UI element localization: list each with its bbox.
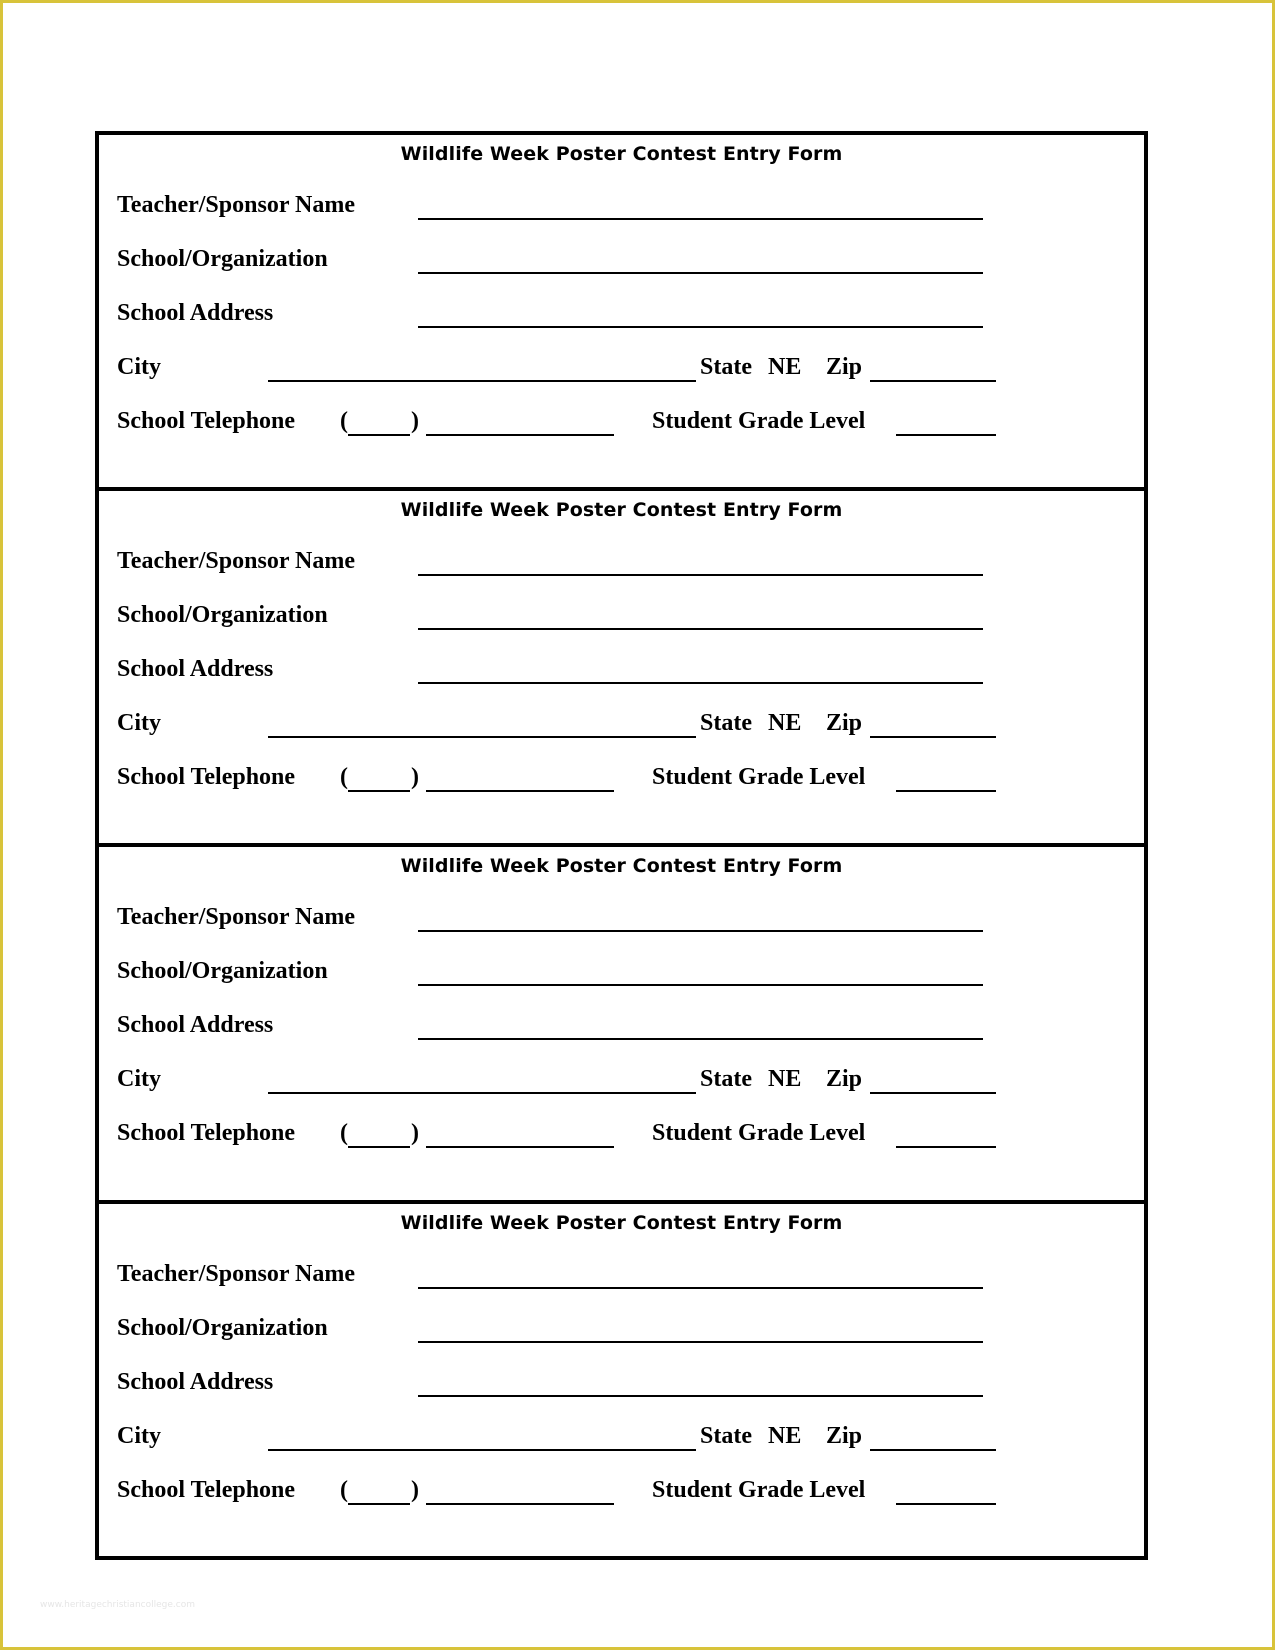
area-code-close-paren: ) xyxy=(411,1120,419,1146)
school-organization-label: School/Organization xyxy=(117,246,328,272)
school-organization-label: School/Organization xyxy=(117,602,328,628)
area-code-field[interactable] xyxy=(348,790,410,792)
city-field[interactable] xyxy=(268,736,696,738)
school-organization-field[interactable] xyxy=(418,272,983,274)
area-code-open-paren: ( xyxy=(340,764,348,790)
school-telephone-label: School Telephone xyxy=(117,408,296,434)
telephone-number-field[interactable] xyxy=(426,1146,614,1148)
area-code-field[interactable] xyxy=(348,434,410,436)
telephone-number-field[interactable] xyxy=(426,434,614,436)
form-title: Wildlife Week Poster Contest Entry Form xyxy=(400,855,843,877)
zip-field[interactable] xyxy=(870,736,996,738)
state-label: State xyxy=(700,710,752,736)
school-organization-field[interactable] xyxy=(418,1341,983,1343)
school-telephone-label: School Telephone xyxy=(117,764,296,790)
student-grade-level-label: Student Grade Level xyxy=(652,1120,866,1146)
school-organization-label: School/Organization xyxy=(117,958,328,984)
zip-field[interactable] xyxy=(870,1092,996,1094)
area-code-field[interactable] xyxy=(348,1146,410,1148)
state-label: State xyxy=(700,354,752,380)
form-title: Wildlife Week Poster Contest Entry Form xyxy=(400,143,843,165)
area-code-open-paren: ( xyxy=(340,1477,348,1503)
school-organization-label: School/Organization xyxy=(117,1315,328,1341)
zip-label: Zip xyxy=(826,1423,863,1449)
school-address-label: School Address xyxy=(117,656,274,682)
teacher-sponsor-label: Teacher/Sponsor Name xyxy=(117,192,356,218)
school-telephone-label: School Telephone xyxy=(117,1477,296,1503)
student-grade-level-field[interactable] xyxy=(896,790,996,792)
school-address-label: School Address xyxy=(117,1369,274,1395)
entry-form-section xyxy=(99,1204,1144,1560)
school-address-field[interactable] xyxy=(418,1038,983,1040)
city-field[interactable] xyxy=(268,1449,696,1451)
school-address-field[interactable] xyxy=(418,326,983,328)
teacher-sponsor-label: Teacher/Sponsor Name xyxy=(117,548,356,574)
form-title: Wildlife Week Poster Contest Entry Form xyxy=(400,1212,843,1234)
school-organization-field[interactable] xyxy=(418,628,983,630)
student-grade-level-label: Student Grade Level xyxy=(652,1477,866,1503)
school-organization-field[interactable] xyxy=(418,984,983,986)
school-address-field[interactable] xyxy=(418,1395,983,1397)
state-label: State xyxy=(700,1066,752,1092)
city-label: City xyxy=(117,1066,161,1092)
city-field[interactable] xyxy=(268,380,696,382)
zip-field[interactable] xyxy=(870,380,996,382)
teacher-sponsor-field[interactable] xyxy=(418,218,983,220)
student-grade-level-label: Student Grade Level xyxy=(652,764,866,790)
area-code-open-paren: ( xyxy=(340,408,348,434)
area-code-open-paren: ( xyxy=(340,1120,348,1146)
area-code-field[interactable] xyxy=(348,1503,410,1505)
state-value: NE xyxy=(768,1066,802,1092)
student-grade-level-field[interactable] xyxy=(896,1503,996,1505)
student-grade-level-label: Student Grade Level xyxy=(652,408,866,434)
city-label: City xyxy=(117,710,161,736)
school-address-label: School Address xyxy=(117,1012,274,1038)
teacher-sponsor-field[interactable] xyxy=(418,1287,983,1289)
zip-label: Zip xyxy=(826,710,863,736)
teacher-sponsor-label: Teacher/Sponsor Name xyxy=(117,904,356,930)
form-title: Wildlife Week Poster Contest Entry Form xyxy=(400,499,843,521)
school-address-label: School Address xyxy=(117,300,274,326)
area-code-close-paren: ) xyxy=(411,1477,419,1503)
zip-field[interactable] xyxy=(870,1449,996,1451)
entry-form-section xyxy=(99,847,1144,1203)
entry-form-section xyxy=(99,135,1144,491)
section-divider xyxy=(99,843,1144,847)
student-grade-level-field[interactable] xyxy=(896,1146,996,1148)
teacher-sponsor-field[interactable] xyxy=(418,930,983,932)
area-code-close-paren: ) xyxy=(411,408,419,434)
telephone-number-field[interactable] xyxy=(426,790,614,792)
student-grade-level-field[interactable] xyxy=(896,434,996,436)
school-telephone-label: School Telephone xyxy=(117,1120,296,1146)
teacher-sponsor-label: Teacher/Sponsor Name xyxy=(117,1261,356,1287)
state-value: NE xyxy=(768,354,802,380)
city-field[interactable] xyxy=(268,1092,696,1094)
zip-label: Zip xyxy=(826,1066,863,1092)
state-value: NE xyxy=(768,710,802,736)
city-label: City xyxy=(117,354,161,380)
entry-form-sheet xyxy=(95,131,1148,1560)
watermark-text: www.heritagechristiancollege.com xyxy=(40,1600,195,1610)
section-divider xyxy=(99,1200,1144,1204)
city-label: City xyxy=(117,1423,161,1449)
school-address-field[interactable] xyxy=(418,682,983,684)
entry-form-section xyxy=(99,491,1144,847)
area-code-close-paren: ) xyxy=(411,764,419,790)
state-value: NE xyxy=(768,1423,802,1449)
state-label: State xyxy=(700,1423,752,1449)
section-divider xyxy=(99,487,1144,491)
telephone-number-field[interactable] xyxy=(426,1503,614,1505)
zip-label: Zip xyxy=(826,354,863,380)
teacher-sponsor-field[interactable] xyxy=(418,574,983,576)
